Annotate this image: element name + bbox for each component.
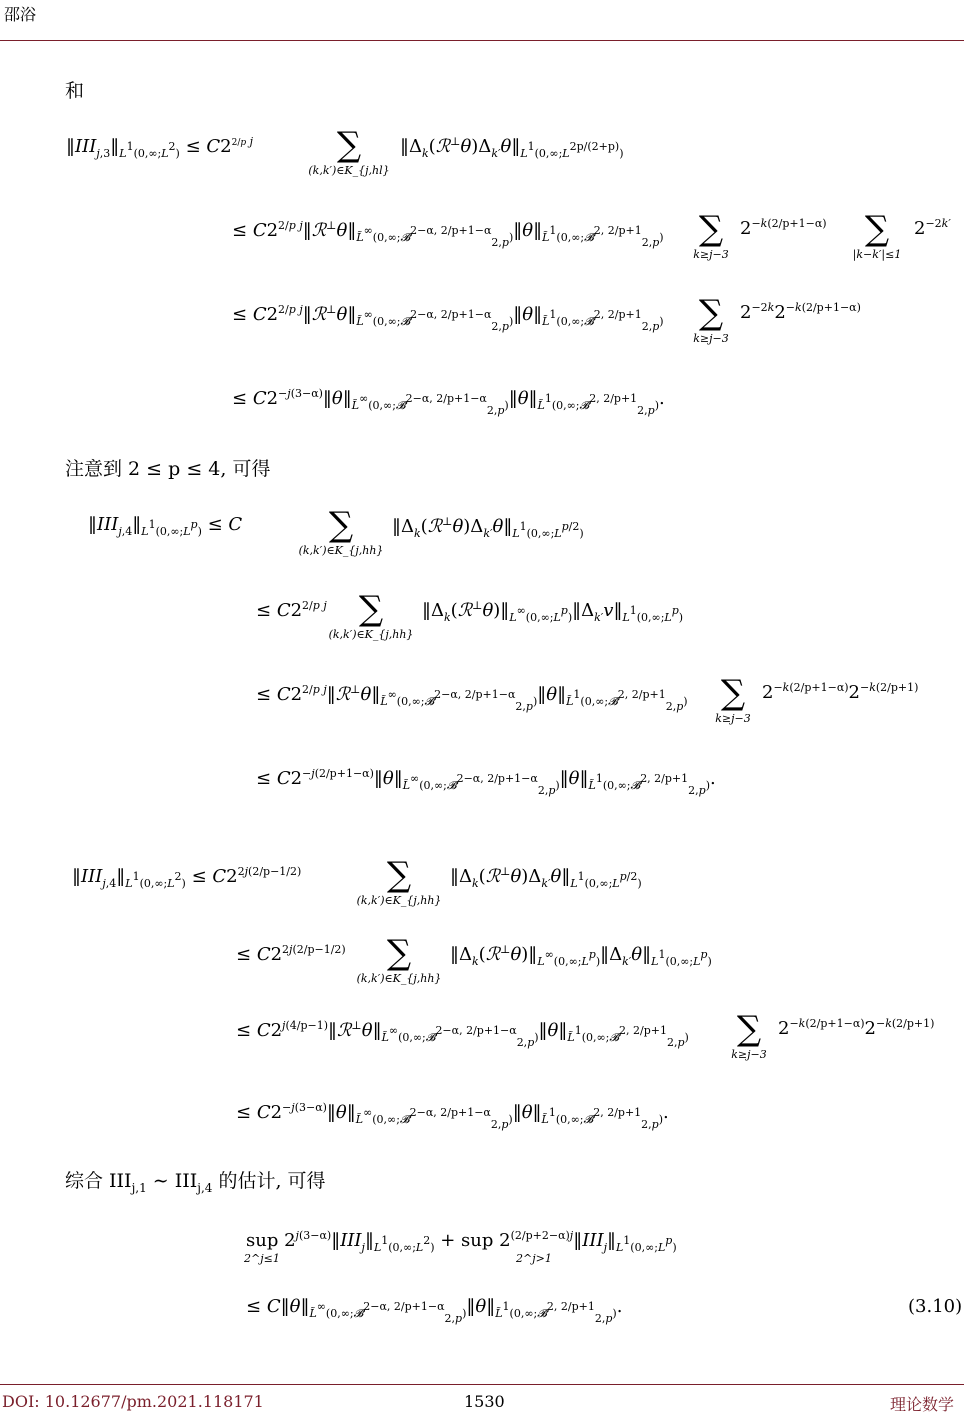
eq-final-sup1: sup $2^{j(3-\alpha)}‖III_j‖_{L^1(0,\infty;L^2)}$ + sup $2^{(2/p+2-\alpha)j}‖III_j‖_{L^1(0,\infty;L^p)}$ [246,1229,677,1255]
eq-block1-line4: ≤ $C2^{-j(3-\alpha)}‖\theta‖_{L̃^\infty(0,\infty;𝓑̇^{2-\alpha, 2/p+1-\alpha}_{2,p})}‖\theta‖_{L̃^1(0,\infty;𝓑̇^{2, 2/p+1}_{2,p})}$. [232,387,665,418]
sup-limit-1: 2^j≤1 [244,1252,280,1265]
eq-block3-line1-lhs: $‖III_{j,4}‖_{L^1(0,\infty;L^2)} \le C2^{2j(2/p-1/2)}$ [72,865,302,891]
eq-block2-line4: ≤ $C2^{-j(2/p+1-\alpha)}‖\theta‖_{L̃^\infty(0,\infty;𝓑̇^{2-\alpha, 2/p+1-\alpha}_{2,p})}‖\theta‖_{L̃^1(0,\infty;𝓑̇^{2, 2/p+1}_{2,p})}$. [256,767,716,798]
eq-block1-line2-mid: $2^{-k(2/p+1-\alpha)}$ [740,217,827,240]
eq-block3-line2-lhs: ≤ $C2^{2j(2/p-1/2)}$ [236,943,346,966]
eq-block1-line2-tail: $2^{-2k'}$ [914,217,951,240]
eq-block2-line1-lhs: $‖III_{j,4}‖_{L^1(0,\infty;L^p)} \le C$ [88,514,243,538]
sum-symbol-1: ∑ (k,k′)∈K_{j,hl} [308,125,390,177]
sum-symbol-2: ∑ k≥j−3 [693,209,729,261]
footer-rule [0,1384,964,1385]
eq-block1-line3-tail: $2^{-2k}2^{-k(2/p+1-\alpha)}$ [740,301,861,324]
sum-symbol-4: ∑ k≥j−3 [693,293,729,345]
combine-sub2: j,4 [197,1180,213,1195]
text-note: 注意到 2 ≤ p ≤ 4, 可得 [65,458,271,480]
sum-symbol-9: ∑ (k,k′)∈K_{j,hh} [356,933,442,985]
eq-block2-line1-rhs: $‖\Delta_k(ℛ^\perp\theta)\Delta_{k'}\theta‖_{L^1(0,\infty;L^{p/2})}$ [392,515,584,541]
sum-symbol-8: ∑ (k,k′)∈K_{j,hh} [356,855,442,907]
eq-block3-line3: ≤ $C2^{j(4/p-1)}‖ℛ^\perp\theta‖_{L̃^\infty(0,\infty;𝓑̇^{2-\alpha, 2/p+1-\alpha}_{2,p})}‖\theta‖_{L̃^1(0,\infty;𝓑̇^{2, 2/p+1}_{2,p})}$ [236,1019,689,1050]
sum-symbol-5: ∑ (k,k′)∈K_{j,hh} [298,505,384,557]
footer-journal-name: 理论数学 [890,1395,955,1414]
eq-final-rhs: ≤ $C‖\theta‖_{L̃^\infty(0,\infty;𝓑̇^{2-\alpha, 2/p+1-\alpha}_{2,p})}‖\theta‖_{L̃^1(0,\infty;𝓑̇^{2, 2/p+1}_{2,p})}$. [246,1296,623,1325]
eq-block3-line1-rhs: $‖\Delta_k(ℛ^\perp\theta)\Delta_{k'}\theta‖_{L^1(0,\infty;L^{p/2})}$ [450,865,642,891]
eq-block1-line2: ≤ $C2^{2/p j}‖ℛ^\perp\theta‖_{L̃^\infty(0,\infty;𝓑̇^{2-\alpha, 2/p+1-\alpha}_{2,p})}‖\theta‖_{L̃^1(0,\infty;𝓑̇^{2, 2/p+1}_{2,p})}$ [232,219,664,250]
eq-block3-line4: ≤ $C2^{-j(3-\alpha)}‖\theta‖_{L̃^\infty(0,\infty;𝓑̇^{2-\alpha, 2/p+1-\alpha}_{2,p})}‖\theta‖_{L̃^1(0,\infty;𝓑̇^{2, 2/p+1}_{2,p})}$. [236,1101,669,1132]
eq-block1-line1-lhs: $‖III_{j,3}‖_{L^1(0,\infty;L^2)} \le C2^{2/p j}$ [66,135,254,161]
eq-block3-line2-rhs: $‖\Delta_k(ℛ^\perp\theta)‖_{L^\infty(0,\infty;L^p)}‖\Delta_{k'}\theta‖_{L^1(0,\infty;L^p)}$ [450,943,712,969]
eq-block2-line3: ≤ $C2^{2/p j}‖ℛ^\perp\theta‖_{L̃^\infty(0,\infty;𝓑̇^{2-\alpha, 2/p+1-\alpha}_{2,p})}‖\theta‖_{L̃^1(0,\infty;𝓑̇^{2, 2/p+1}_{2,p})}$ [256,683,688,714]
text-he: 和 [65,80,85,102]
sum-symbol-6: ∑ (k,k′)∈K_{j,hh} [328,589,414,641]
combine-part2: ∼ III [146,1170,198,1192]
eq-block2-line2-rhs: $‖\Delta_k(ℛ^\perp\theta)‖_{L^\infty(0,\infty;L^p)}‖\Delta_{k'}v‖_{L^1(0,\infty;L^p)}$ [422,599,684,625]
footer-doi-link[interactable]: DOI: 10.12677/pm.2021.118171 [2,1392,264,1411]
sup-limit-2: 2^j>1 [516,1252,552,1265]
eq-block1-line3: ≤ $C2^{2/p j}‖ℛ^\perp\theta‖_{L̃^\infty(0,\infty;𝓑̇^{2-\alpha, 2/p+1-\alpha}_{2,p})}‖\theta‖_{L̃^1(0,\infty;𝓑̇^{2, 2/p+1}_{2,p})}$ [232,303,664,334]
eq-block1-line1-rhs: $‖\Delta_k(ℛ^\perp\theta)\Delta_{k'}\theta‖_{L^1(0,\infty;L^{2p/(2+p)})}$ [400,135,624,161]
footer-page-number: 1530 [464,1392,505,1411]
sum-symbol-7: ∑ k≥j−3 [715,673,751,725]
sum-symbol-10: ∑ k≥j−3 [731,1009,767,1061]
text-combine [65,1166,326,1195]
eq-block3-line3-tail: $2^{-k(2/p+1-\alpha)}2^{-k(2/p+1)}$ [778,1017,935,1040]
eq-block2-line2-lhs: ≤ $C2^{2/p j}$ [256,599,327,622]
combine-part3: 的估计, 可得 [212,1170,326,1192]
sum-symbol-3: ∑ |k−k′|≤1 [852,209,902,261]
combine-sub1: j,1 [131,1180,147,1195]
eq-block2-line3-tail: $2^{-k(2/p+1-\alpha)}2^{-k(2/p+1)}$ [762,681,919,704]
equation-number: (3.10) [908,1296,963,1317]
combine-part1: 综合 III [65,1170,132,1192]
running-header-author: 邵浴 [4,5,37,24]
header-rule [0,40,964,41]
